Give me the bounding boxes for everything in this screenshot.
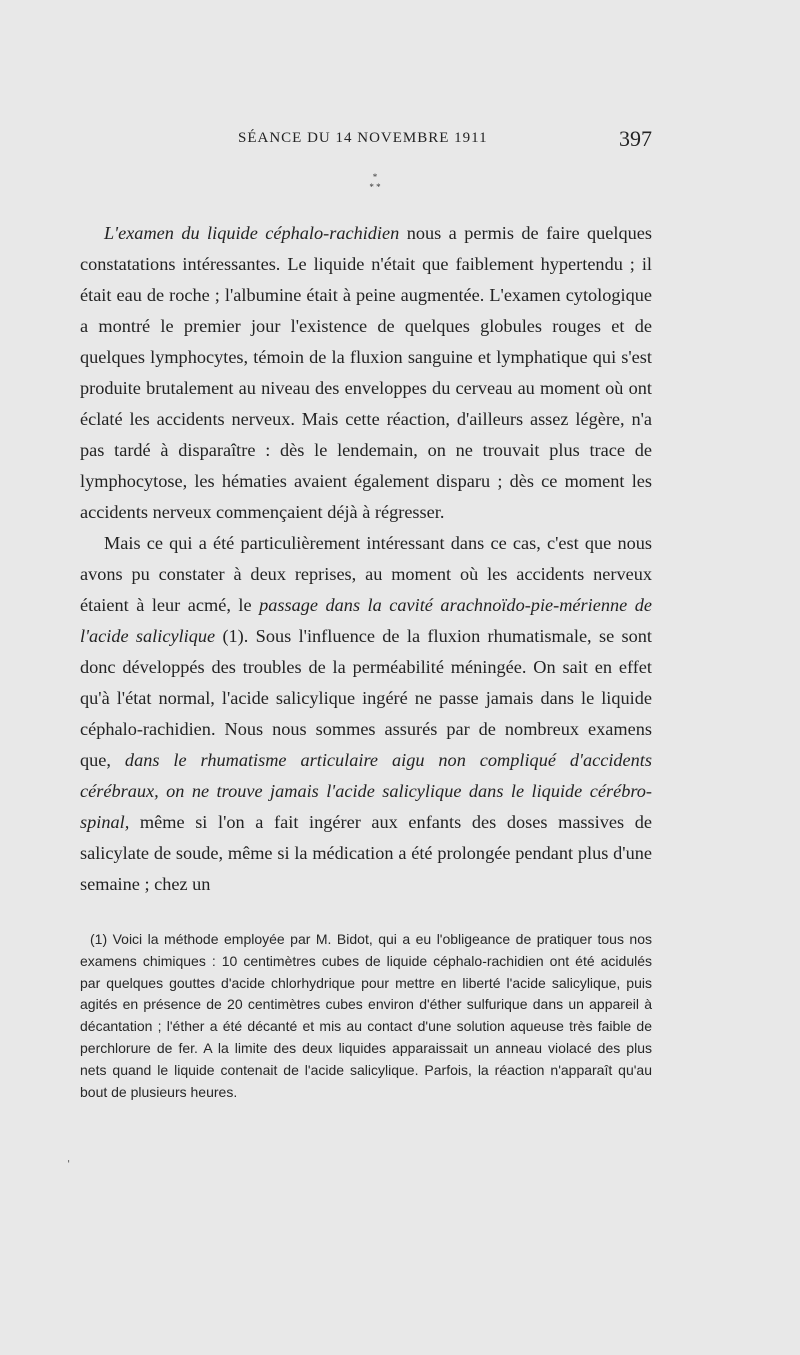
asterism-top: * [372,172,378,182]
footnote [80,929,652,1103]
footnote-text: (1) Voici la méthode employée par M. Bidot, qui a eu l'obligeance de pratiquer tous nos examens chimiques : 10 centimètres cubes de liquide céphalo-rachidien ont été acidulés par quelques gouttes d'acide chlorhydrique pour mettre en liberté l'acide salicylique, puis agités en présence de 20 centimètres cubes environ d'éther sulfurique dans un appareil à décantation ; l'éther a été décanté et mis au contact d'une solution aqueuse très faible de perchlorure de fer. A la limite des deux liquides apparaissait un anneau violacé des plus nets quand le liquide contenait de l'acide salicylique. Parfois, la réaction n'apparaît qu'au bout de plusieurs heures. [80,931,652,1100]
running-title: SÉANCE DU 14 NOVEMBRE 1911 [238,130,488,146]
paragraph-text-part2: (1). Sous l'influence de la fluxion rhumatismale, se sont donc développés des troubles de la perméabilité méningée. On sait en effet qu'à l'état normal, l'acide salicylique ingéré ne passe jamais dans le liquide céphalo-rachidien. Nous nous sommes assurés par de nombreux examens que, [80,626,652,770]
paragraph-csf-exam [80,218,652,528]
italic-passage: passage dans la cavité arachnoïdo-pie-mérienne de l'acide salicylique [80,595,653,646]
paragraph-salicylic [80,528,652,900]
stray-ink-mark: ˈ [66,1158,72,1175]
paragraph-text-part3: même si l'on a fait ingérer aux enfants des doses massives de salicylate de soude, même si la médication a été prolongée pendant plus d'une semaine ; chez un [80,812,652,894]
page-number: 397 [619,126,652,151]
paragraph-text-part1: Mais ce qui a été particulièrement intéressant dans ce cas, c'est que nous avons pu constater à deux reprises, au moment où les accidents nerveux étaient à leur acmé, le [80,533,652,615]
italic-lead: L'examen du liquide céphalo-rachidien [104,223,400,243]
asterism-divider [0,172,750,192]
main-text [80,218,652,900]
running-header [80,128,652,158]
paragraph-text: nous a permis de faire quelques constatations intéressantes. Le liquide n'était que faiblement hypertendu ; il était eau de roche ; l'albumine était à peine augmentée. L'examen cytologique a montré le premier jour l'existence de quelques globules rouges et de quelques lymphocytes, témoin de la fluxion sanguine et lymphatique qui s'est produite brutalement au niveau des enveloppes du cerveau au moment où ont éclaté les accidents nerveux. Mais cette réaction, d'ailleurs assez légère, n'a pas tardé à disparaître : dès le lendemain, on ne trouvait plus trace de lymphocytose, les hématies avaient également disparu ; dès ce moment les accidents nerveux commençaient déjà à régresser. [80,223,652,522]
asterism-bottom: * * [369,182,381,192]
italic-claim: dans le rhumatisme articulaire aigu non compliqué d'accidents cérébraux, on ne trouve jamais l'acide salicylique dans le liquide cérébro-spinal, [80,750,652,832]
